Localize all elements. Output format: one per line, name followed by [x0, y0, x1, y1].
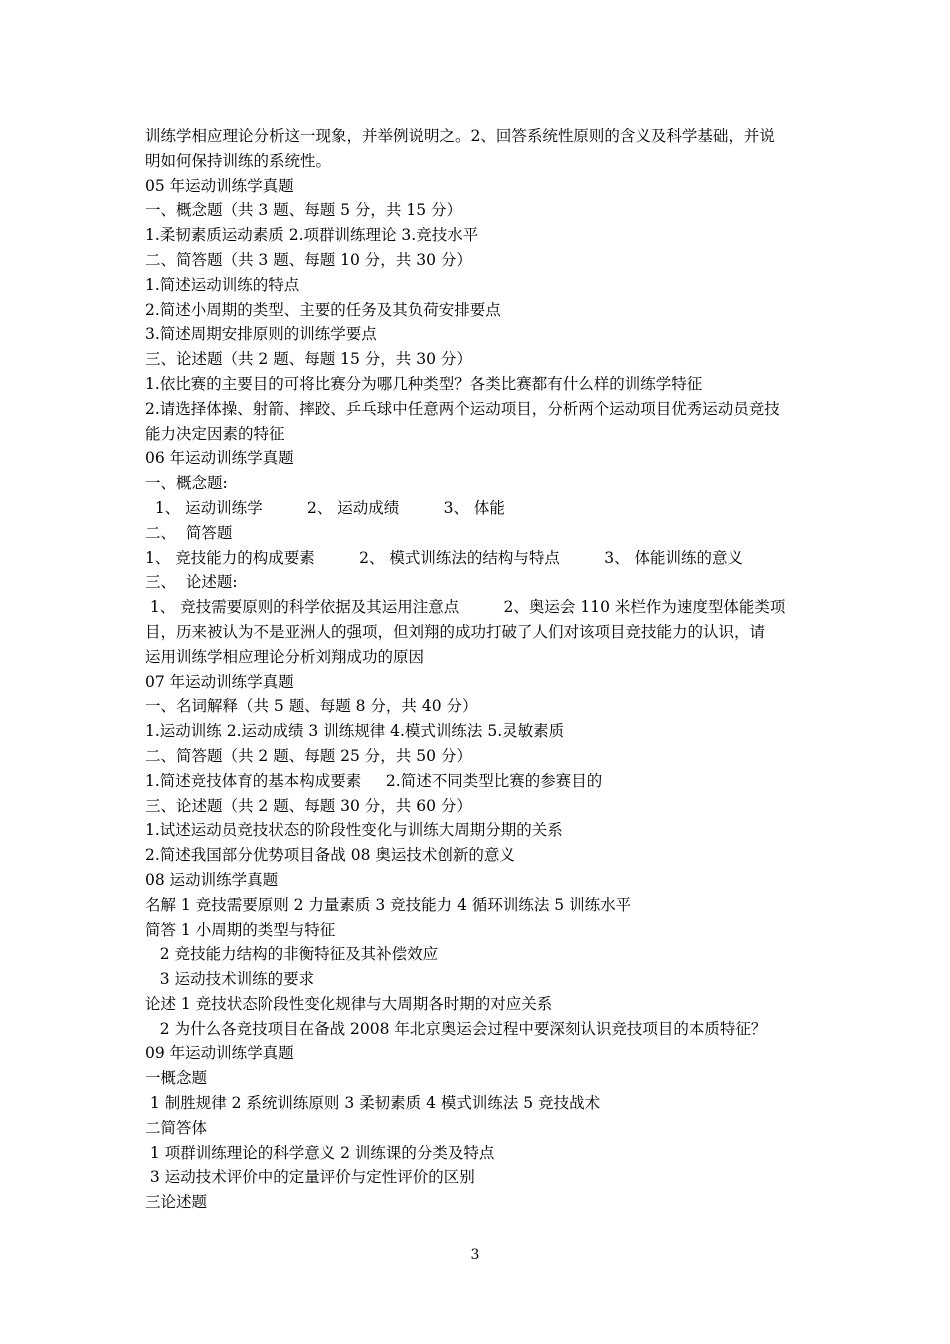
- text-line: 三、 论述题:: [145, 573, 238, 592]
- text-line: 07 年运动训练学真题: [145, 672, 294, 691]
- text-line: 1 制胜规律 2 系统训练原则 3 柔韧素质 4 模式训练法 5 竞技战术: [145, 1094, 601, 1113]
- text-line: 1、 竞技能力的构成要素 2、 模式训练法的结构与特点 3、 体能训练的意义: [145, 548, 744, 567]
- text-line: 1 项群训练理论的科学意义 2 训练课的分类及特点: [145, 1143, 495, 1162]
- text-line: 1.运动训练 2.运动成绩 3 训练规律 4.模式训练法 5.灵敏素质: [145, 722, 565, 741]
- text-line: 二、简答题（共 2 题、每题 25 分，共 50 分）: [145, 746, 472, 765]
- text-line: 明如何保持训练的系统性。: [145, 151, 332, 170]
- text-line: 名解 1 竞技需要原则 2 力量素质 3 竞技能力 4 循环训练法 5 训练水平: [145, 895, 632, 914]
- text-line: 二、 简答题: [145, 523, 233, 542]
- text-line: 1.依比赛的主要目的可将比赛分为哪几种类型？各类比赛都有什么样的训练学特征: [145, 374, 703, 393]
- text-line: 3 运动技术评价中的定量评价与定性评价的区别: [145, 1168, 475, 1187]
- text-line: 2 竞技能力结构的非衡特征及其补偿效应: [145, 945, 439, 964]
- text-line: 09 年运动训练学真题: [145, 1044, 294, 1063]
- text-line: 一、概念题（共 3 题、每题 5 分，共 15 分）: [145, 201, 463, 220]
- text-line: 2 为什么各竞技项目在备战 2008 年北京奥运会过程中要深刻认识竞技项目的本质特征？: [145, 1019, 767, 1038]
- text-line: 三、论述题（共 2 题、每题 15 分，共 30 分）: [145, 350, 472, 369]
- page-number: 3: [470, 1247, 480, 1263]
- text-line: 目，历来被认为不是亚洲人的强项，但刘翔的成功打破了人们对该项目竞技能力的认识，请: [145, 622, 766, 641]
- text-line: 论述 1 竞技状态阶段性变化规律与大周期各时期的对应关系: [145, 994, 553, 1013]
- text-line: 1、 竞技需要原则的科学依据及其运用注意点 2、奥运会 110 米栏作为速度型体能类项: [145, 598, 786, 617]
- text-line: 二、简答题（共 3 题、每题 10 分，共 30 分）: [145, 250, 472, 269]
- text-line: 1.柔韧素质运动素质 2.项群训练理论 3.竞技水平: [145, 226, 479, 245]
- text-line: 一概念题: [145, 1069, 208, 1088]
- text-line: 运用训练学相应理论分析刘翔成功的原因: [145, 647, 425, 666]
- text-line: 05 年运动训练学真题: [145, 176, 294, 195]
- text-line: 1.简述运动训练的特点: [145, 275, 300, 294]
- text-line: 二简答体: [145, 1118, 208, 1137]
- text-line: 简答 1 小周期的类型与特征: [145, 920, 336, 939]
- document-body: [145, 124, 810, 1215]
- text-line: 一、名词解释（共 5 题、每题 8 分，共 40 分）: [145, 697, 478, 716]
- text-line: 06 年运动训练学真题: [145, 449, 294, 468]
- text-line: 2.简述小周期的类型、主要的任务及其负荷安排要点: [145, 300, 501, 319]
- text-line: 三论述题: [145, 1193, 208, 1212]
- text-line: 2.请选择体操、射箭、摔跤、乒乓球中任意两个运动项目，分析两个运动项目优秀运动员竞技: [145, 399, 780, 418]
- text-line: 1、 运动训练学 2、 运动成绩 3、 体能: [145, 498, 505, 517]
- text-line: 三、论述题（共 2 题、每题 30 分，共 60 分）: [145, 796, 472, 815]
- text-line: 1.试述运动员竞技状态的阶段性变化与训练大周期分期的关系: [145, 821, 563, 840]
- text-line: 训练学相应理论分析这一现象，并举例说明之。2、回答系统性原则的含义及科学基础，并说: [145, 127, 775, 145]
- text-line: 3 运动技术训练的要求: [145, 970, 315, 989]
- text-line: 能力决定因素的特征: [145, 424, 285, 443]
- text-line: 一、概念题:: [145, 474, 228, 493]
- text-line: 08 运动训练学真题: [145, 870, 279, 889]
- text-line: 2.简述我国部分优势项目备战 08 奥运技术创新的意义: [145, 846, 515, 865]
- text-line: 3.简述周期安排原则的训练学要点: [145, 325, 377, 344]
- text-line: 1.简述竞技体育的基本构成要素 2.简述不同类型比赛的参赛目的: [145, 771, 603, 790]
